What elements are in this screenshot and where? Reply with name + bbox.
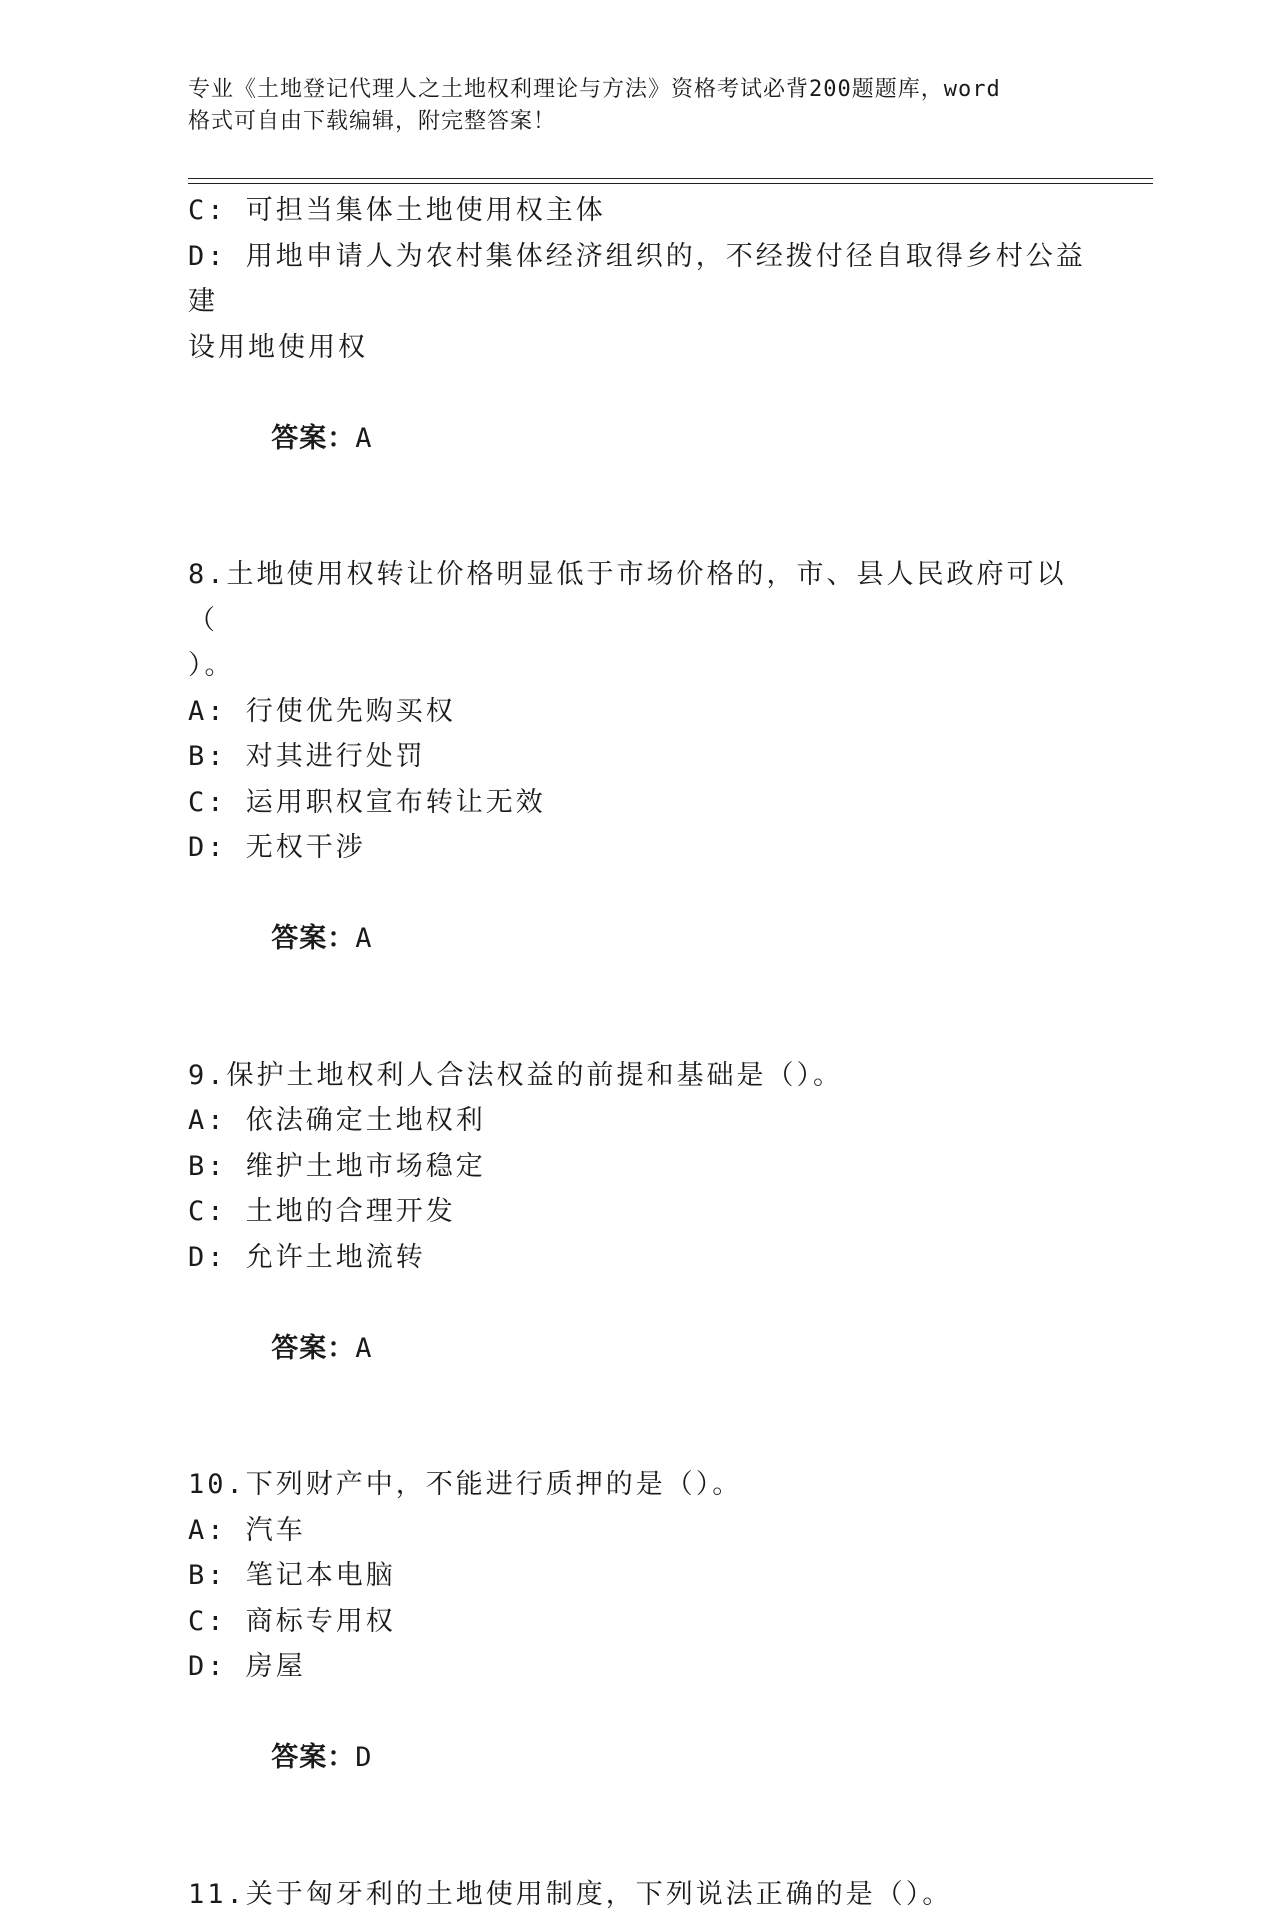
question-stem: 10.下列财产中，不能进行质押的是（）。 (188, 1462, 1088, 1508)
spacer (188, 1007, 1088, 1053)
option-b: B: 笔记本电脑 (188, 1553, 1088, 1599)
spacer (188, 1417, 1088, 1463)
answer-label: 答案： (271, 423, 355, 454)
spacer (188, 1826, 1088, 1872)
answer-value: A (355, 923, 372, 954)
header-line-2: 格式可自由下载编辑，附完整答案！ (188, 106, 1068, 138)
question-8 (188, 552, 1088, 1007)
answer-line (188, 370, 1088, 507)
question-stem: 9.保护土地权利人合法权益的前提和基础是（）。 (188, 1053, 1088, 1099)
header-divider-bottom (188, 183, 1153, 184)
answer-value: A (355, 1333, 372, 1364)
option-a: A: 依法确定土地权利 (188, 1098, 1088, 1144)
document-header (188, 74, 1068, 138)
question-stem-wrap: ）。 (188, 643, 1088, 689)
question-10 (188, 1462, 1088, 1826)
header-divider-top (188, 178, 1153, 179)
answer-value: D (355, 1742, 372, 1773)
header-line-1: 专业《土地登记代理人之土地权利理论与方法》资格考试必背200题题库，word (188, 74, 1068, 106)
answer-label: 答案： (271, 1333, 355, 1364)
option-b: B: 对其进行处罚 (188, 734, 1088, 780)
option-a: A: 汽车 (188, 1508, 1088, 1554)
question-9 (188, 1053, 1088, 1417)
option-c: C: 商标专用权 (188, 1599, 1088, 1645)
option-c: C: 可担当集体土地使用权主体 (188, 188, 1088, 234)
question-7-continuation (188, 188, 1088, 507)
answer-value: A (355, 423, 372, 454)
option-d: D: 房屋 (188, 1644, 1088, 1690)
question-list (188, 188, 1088, 1917)
answer-label: 答案： (271, 1742, 355, 1773)
answer-line (188, 1280, 1088, 1417)
option-c: C: 土地的合理开发 (188, 1189, 1088, 1235)
question-11 (188, 1872, 1088, 1917)
option-d: D: 用地申请人为农村集体经济组织的，不经拨付径自取得乡村公益建 (188, 234, 1088, 325)
question-stem: 8.土地使用权转让价格明显低于市场价格的，市、县人民政府可以（ (188, 552, 1088, 643)
option-c: C: 运用职权宣布转让无效 (188, 780, 1088, 826)
option-d: D: 允许土地流转 (188, 1235, 1088, 1281)
option-b: B: 维护土地市场稳定 (188, 1144, 1088, 1190)
answer-line (188, 1690, 1088, 1827)
answer-label: 答案： (271, 923, 355, 954)
option-d: D: 无权干涉 (188, 825, 1088, 871)
answer-line (188, 871, 1088, 1008)
question-stem: 11.关于匈牙利的土地使用制度，下列说法正确的是（）。 (188, 1872, 1088, 1917)
option-d-wrap: 设用地使用权 (188, 325, 1088, 371)
spacer (188, 507, 1088, 553)
option-a: A: 行使优先购买权 (188, 689, 1088, 735)
